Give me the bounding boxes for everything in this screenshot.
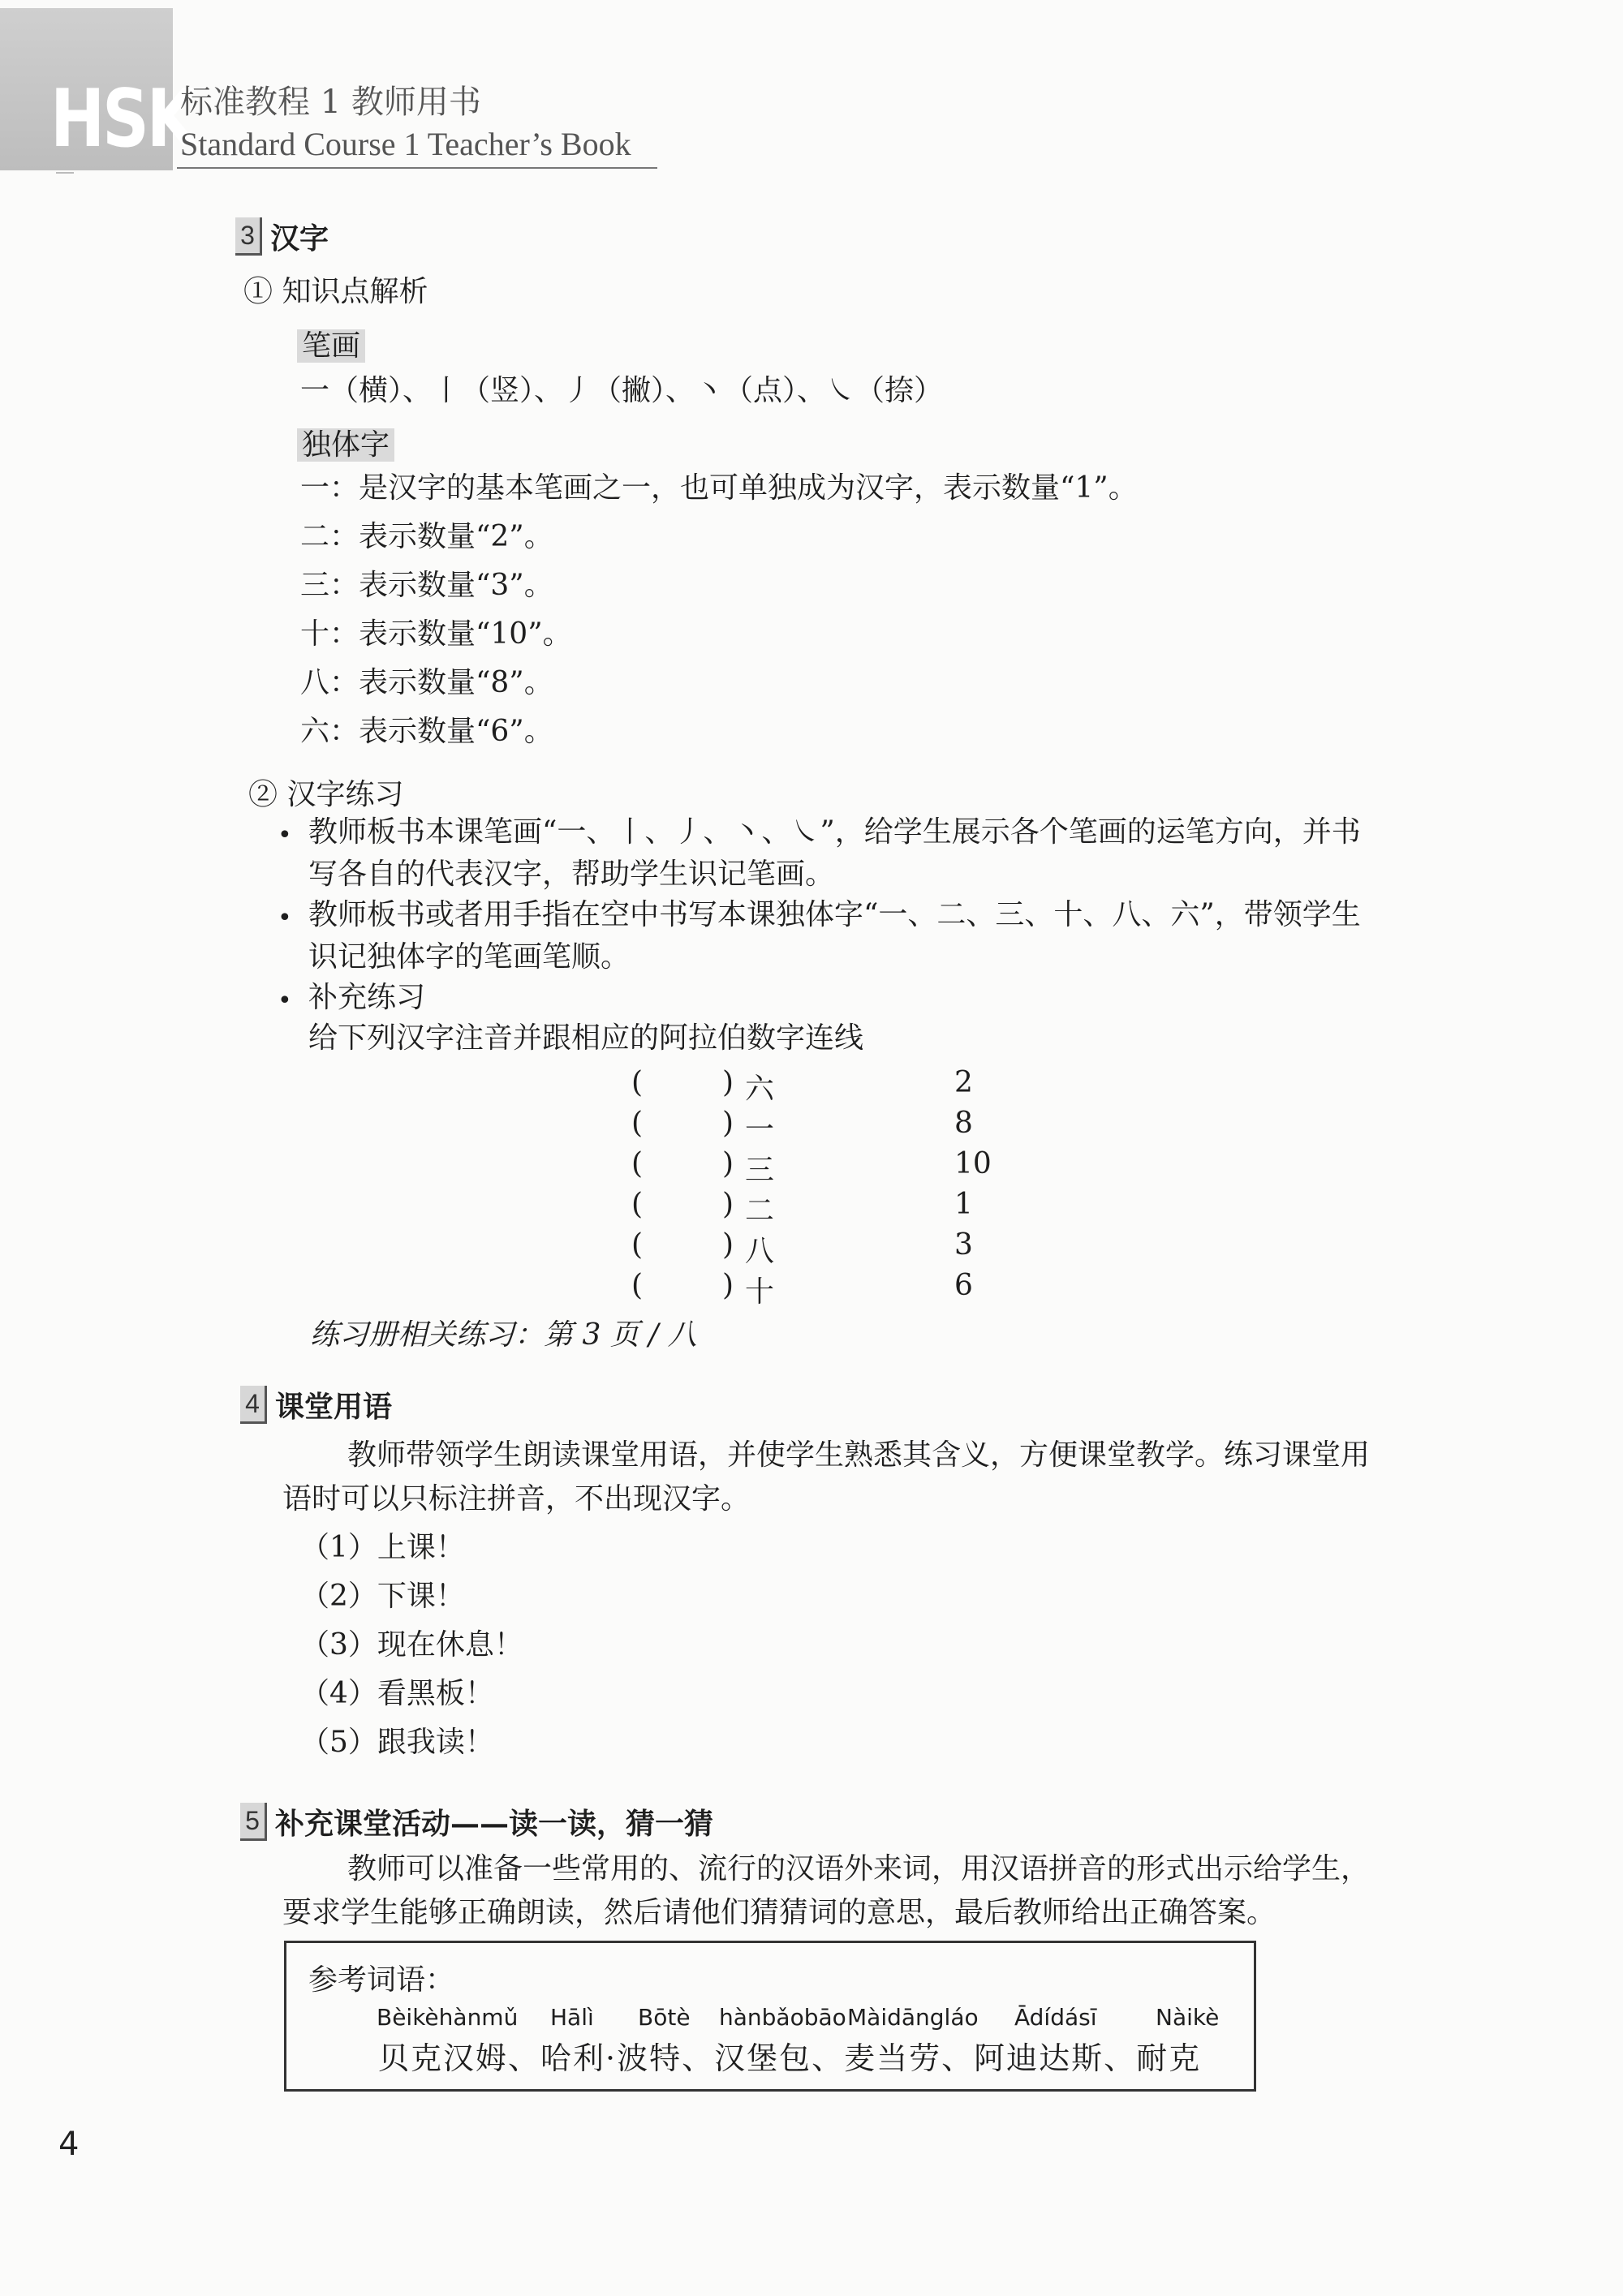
- workbook-reference: 练习册相关练习：第 3 页 / 八: [310, 1318, 697, 1352]
- section-4-para-line-2: 语时可以只标注拼音，不出现汉字。: [282, 1482, 751, 1516]
- section-5-number: 5: [240, 1803, 267, 1841]
- section-5-para-line-1: 教师可以准备一些常用的、流行的汉语外来词，用汉语拼音的形式出示给学生，: [347, 1852, 1371, 1885]
- exercise-number: 2: [954, 1066, 973, 1099]
- header-title-cn: 标准教程 1 教师用书: [180, 84, 481, 121]
- section-3-title: 汉字: [270, 221, 329, 256]
- pinyin: Ādídásī: [1014, 2004, 1097, 2031]
- exercise-row: ): [722, 1188, 734, 1221]
- bullet-1-line-1: 教师板书本课笔画“一、丨、丿、丶、㇏”，给学生展示各个笔画的运笔方向，并书: [308, 815, 1361, 849]
- single-char-label: [297, 422, 394, 463]
- exercise-row: (: [631, 1107, 644, 1140]
- pinyin: hànbǎobāo: [719, 2004, 846, 2031]
- single-item: 一：是汉字的基本笔画之一，也可单独成为汉字，表示数量“1”。: [300, 471, 1138, 505]
- classroom-phrase: （2）下课！: [300, 1580, 465, 1613]
- section-4-number: 4: [240, 1386, 267, 1424]
- section-5-heading: [240, 1801, 713, 1842]
- strokes-line: 一（横）、丨（竖）、丿（撇）、丶（点）、㇏（捺）: [300, 374, 944, 407]
- classroom-phrase: （4）看黑板！: [300, 1677, 494, 1710]
- classroom-phrase: （5）跟我读！: [300, 1726, 494, 1759]
- header-title-en: Standard Course 1 Teacher’s Book: [180, 126, 631, 162]
- exercise-char: 一: [745, 1113, 775, 1146]
- exercise-char: 二: [745, 1194, 775, 1228]
- section-4-para-line-1: 教师带领学生朗读课堂用语，并使学生熟悉其含义，方便课堂教学。练习课堂用: [347, 1438, 1371, 1472]
- exercise-number: 10: [954, 1147, 992, 1180]
- pinyin: Bèikèhànmǔ: [377, 2004, 519, 2031]
- bullet-1-line-2: 写各自的代表汉字，帮助学生识记笔画。: [308, 858, 835, 891]
- exercise-number: 1: [954, 1188, 973, 1221]
- exercise-number: 3: [954, 1228, 973, 1262]
- bullet-2-line-1: 教师板书或者用手指在空中书写本课独体字“一、二、三、十、八、六”，带领学生: [308, 898, 1361, 931]
- bullet-2-line-2: 识记独体字的笔画笔顺。: [308, 940, 631, 974]
- single-item: 六：表示数量“6”。: [300, 715, 553, 748]
- binding-mark: [56, 172, 74, 187]
- hsk-logo: HSK: [50, 73, 195, 166]
- section-3-number: 3: [235, 217, 262, 256]
- exercise-char: 八: [745, 1235, 775, 1268]
- section-5-title: 补充课堂活动——读一读，猜一猜: [275, 1807, 714, 1841]
- part-2-label: ② 汉字练习: [248, 778, 404, 811]
- exercise-row: ): [722, 1066, 734, 1099]
- exercise-row: (: [631, 1228, 644, 1262]
- reference-label: 参考词语：: [308, 1963, 455, 1997]
- strokes-label: [297, 323, 365, 364]
- section-4-heading: [240, 1384, 392, 1425]
- exercise-row: (: [631, 1269, 644, 1302]
- part-1-label: ① 知识点解析: [243, 275, 428, 308]
- single-item: 十：表示数量“10”。: [300, 617, 572, 651]
- single-char-label-text: 独体字: [297, 428, 394, 462]
- pinyin: Màidāngláo: [847, 2004, 979, 2031]
- classroom-phrase: （1）上课！: [300, 1531, 465, 1564]
- exercise-number: 8: [954, 1107, 973, 1140]
- section-3-heading: [235, 216, 329, 257]
- classroom-phrase: （3）现在休息！: [300, 1628, 523, 1662]
- single-item: 八：表示数量“8”。: [300, 666, 553, 699]
- reference-words: 贝克汉姆、哈利·波特、汉堡包、麦当劳、阿迪达斯、耐克: [378, 2040, 1202, 2076]
- section-4-title: 课堂用语: [275, 1390, 393, 1424]
- exercise-row: ): [722, 1228, 734, 1262]
- exercise-row: (: [631, 1188, 644, 1221]
- exercise-row: ): [722, 1269, 734, 1302]
- bullet-dot: •: [278, 904, 292, 932]
- exercise-char: 十: [745, 1275, 775, 1309]
- single-item: 三：表示数量“3”。: [300, 569, 553, 602]
- strokes-label-text: 笔画: [297, 329, 365, 363]
- exercise-char: 三: [745, 1154, 775, 1187]
- exercise-row: ): [722, 1107, 734, 1140]
- pinyin: Hālì: [550, 2004, 594, 2031]
- page-number: 4: [58, 2126, 80, 2163]
- exercise-row: (: [631, 1066, 644, 1099]
- pinyin: Bōtè: [638, 2004, 691, 2031]
- header-rule: [177, 167, 657, 169]
- pinyin: Nàikè: [1156, 2004, 1220, 2031]
- exercise-row: (: [631, 1147, 644, 1180]
- exercise-char: 六: [745, 1073, 775, 1106]
- exercise-instruction: 给下列汉字注音并跟相应的阿拉伯数字连线: [308, 1021, 864, 1055]
- section-5-para-line-2: 要求学生能够正确朗读，然后请他们猜猜词的意思，最后教师给出正确答案。: [282, 1896, 1276, 1929]
- exercise-row: ): [722, 1147, 734, 1180]
- bullet-dot: •: [278, 821, 292, 849]
- exercise-number: 6: [954, 1269, 973, 1302]
- bullet-dot: •: [278, 987, 292, 1015]
- bullet-3: 补充练习: [308, 981, 426, 1014]
- single-item: 二：表示数量“2”。: [300, 520, 553, 553]
